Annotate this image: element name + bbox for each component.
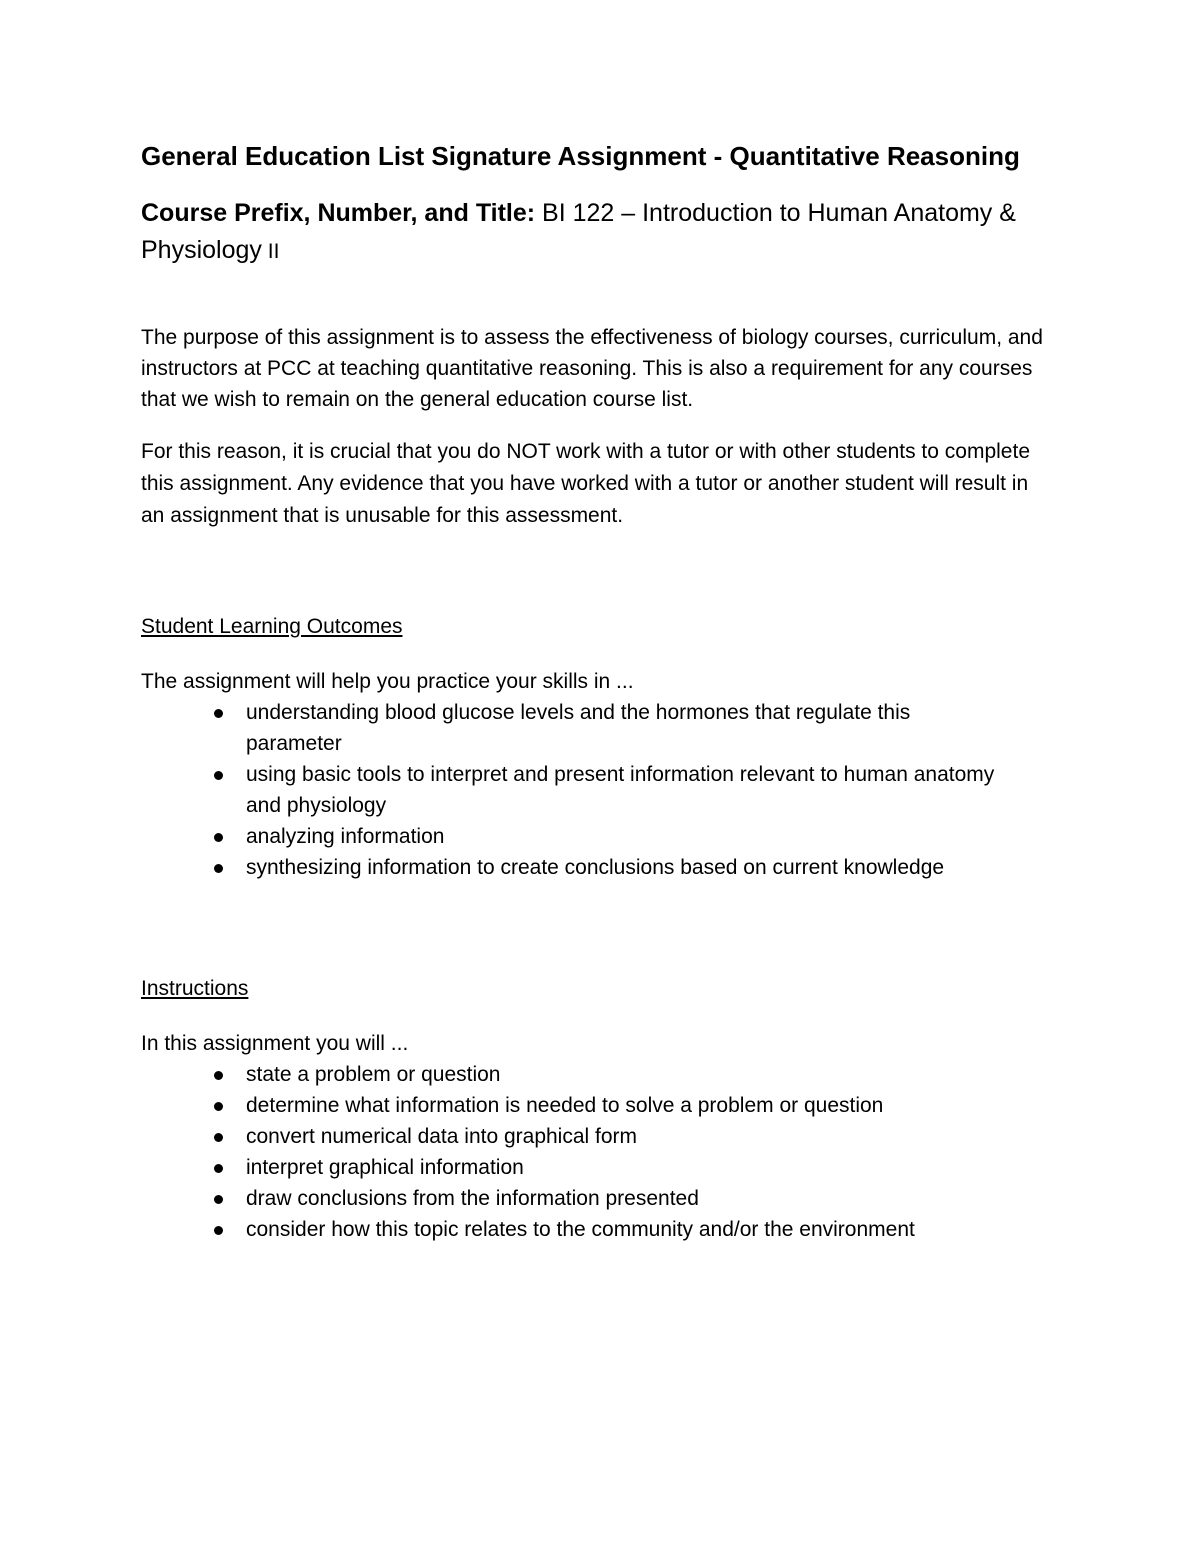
outcomes-intro: The assignment will help you practice your skills in ... — [141, 670, 634, 693]
instruction-item — [246, 1183, 1051, 1214]
bullet-icon — [214, 1102, 223, 1111]
course-suffix: II — [261, 240, 280, 263]
document-page — [141, 138, 1051, 1245]
outcome-item-text: synthesizing information to create conclusions based on current knowledge — [246, 856, 945, 879]
instructions-heading: Instructions — [141, 977, 249, 1000]
instruction-item — [246, 1152, 1051, 1183]
outcome-item-text: understanding blood glucose levels and the hormones that regulate this parameter — [246, 701, 911, 755]
bullet-icon — [214, 1195, 223, 1204]
outcomes-list — [141, 697, 1051, 883]
outcome-item — [246, 759, 1051, 821]
outcome-item-text: analyzing information — [246, 825, 445, 848]
bullet-icon — [214, 1164, 223, 1173]
instruction-item — [246, 1090, 1051, 1121]
document-title: General Education List Signature Assignment - Quantitative Reasoning — [141, 141, 1020, 171]
bullet-icon — [214, 709, 223, 718]
bullet-icon — [214, 864, 223, 873]
outcome-item — [246, 821, 1051, 852]
instructions-list — [141, 1059, 1051, 1245]
bullet-icon — [214, 771, 223, 780]
outcome-item — [246, 852, 1051, 883]
instruction-item-text: interpret graphical information — [246, 1156, 524, 1179]
purpose-paragraph: The purpose of this assignment is to assess the effectiveness of biology courses, curriculum, and instructors at PCC at teaching quantitative reasoning. This is also a requirement for any courses that we wish to remain on the general education course list. — [141, 326, 1043, 411]
bullet-icon — [214, 1133, 223, 1142]
warning-paragraph: For this reason, it is crucial that you do NOT work with a tutor or with other students to complete this assignment. Any evidence that you have worked with a tutor or another student will result in an assignment that is unusable for this assessment. — [141, 440, 1030, 527]
instructions-intro: In this assignment you will ... — [141, 1032, 409, 1055]
instruction-item — [246, 1214, 1051, 1245]
bullet-icon — [214, 1226, 223, 1235]
course-label: Course Prefix, Number, and Title: — [141, 199, 536, 227]
bullet-icon — [214, 833, 223, 842]
instruction-item — [246, 1059, 1051, 1090]
instruction-item-text: determine what information is needed to solve a problem or question — [246, 1094, 884, 1117]
course-value: BI 122 – Introduction to Human Anatomy & Physiology — [141, 199, 1016, 264]
bullet-icon — [214, 1071, 223, 1080]
outcome-item — [246, 697, 1051, 759]
instruction-item-text: state a problem or question — [246, 1063, 501, 1086]
instruction-item-text: consider how this topic relates to the community and/or the environment — [246, 1218, 915, 1241]
course-info — [141, 195, 1051, 270]
outcomes-heading: Student Learning Outcomes — [141, 615, 403, 638]
outcome-item-text: using basic tools to interpret and present information relevant to human anatomy and physiology — [246, 763, 995, 817]
instruction-item — [246, 1121, 1051, 1152]
instruction-item-text: draw conclusions from the information presented — [246, 1187, 699, 1210]
instruction-item-text: convert numerical data into graphical form — [246, 1125, 638, 1148]
